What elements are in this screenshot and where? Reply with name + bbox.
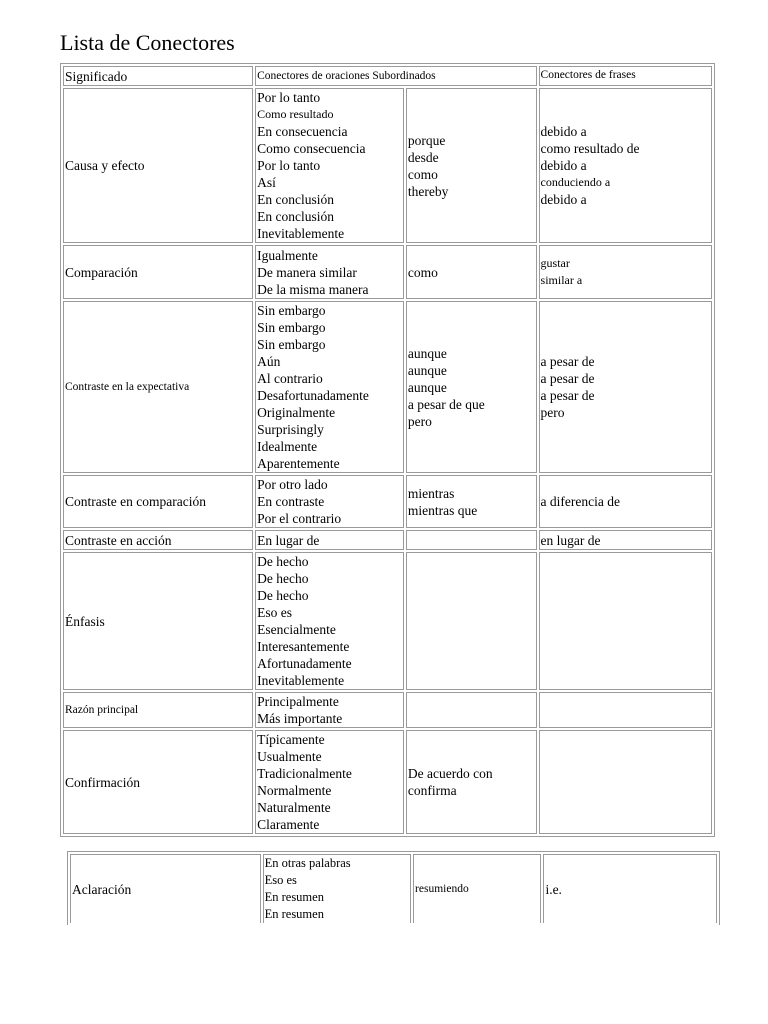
connector-item: En lugar de xyxy=(257,532,320,548)
connector-item: Típicamente xyxy=(257,732,325,747)
frases-cell xyxy=(539,692,712,728)
connector-item: Naturalmente xyxy=(257,800,331,815)
connector-item: a pesar de xyxy=(540,354,595,369)
connector-item: De hecho xyxy=(257,571,309,586)
connector-item: Aún xyxy=(257,354,281,369)
subordinados-cell xyxy=(413,854,541,923)
connector-item: desde xyxy=(407,149,439,165)
meaning-cell: Razón principal xyxy=(63,692,253,728)
connector-item: De manera similar xyxy=(257,264,357,280)
connector-item: a diferencia de xyxy=(540,494,620,509)
connector-item: Afortunadamente xyxy=(257,656,352,671)
header-significado: Significado xyxy=(63,66,253,86)
frases-cell xyxy=(539,475,712,528)
connector-item: Claramente xyxy=(257,817,320,832)
frases-cell xyxy=(539,245,712,299)
connector-item: pero xyxy=(540,405,565,420)
connector-item: Al contrario xyxy=(257,371,323,386)
connector-item: mientras xyxy=(407,485,455,501)
subordinados-cell xyxy=(406,530,537,550)
header-frases: Conectores de frases xyxy=(539,66,712,86)
connector-item: Tradicionalmente xyxy=(257,766,352,781)
oraciones-cell xyxy=(255,88,404,243)
table-row xyxy=(63,692,712,728)
connector-item: Inevitablemente xyxy=(257,673,345,688)
subordinados-cell xyxy=(406,692,537,728)
aclaracion-table xyxy=(67,851,720,925)
connector-item: porque xyxy=(407,132,446,148)
connector-item: Surprisingly xyxy=(257,422,324,437)
connector-item: Por otro lado xyxy=(257,477,328,492)
connector-item: en lugar de xyxy=(540,532,601,548)
meaning-cell: Énfasis xyxy=(63,552,253,690)
table-row xyxy=(63,301,712,473)
connector-item: Sin embargo xyxy=(257,337,326,352)
connector-item: Esencialmente xyxy=(257,622,336,637)
connector-item: Por lo tanto xyxy=(257,158,321,173)
connector-item: confirma xyxy=(407,783,457,798)
connector-item: Igualmente xyxy=(257,247,318,263)
connector-item: debido a xyxy=(540,124,587,139)
connector-item: De acuerdo con xyxy=(407,766,493,781)
header-oraciones-label: Conectores de oraciones Subordinados xyxy=(257,69,436,82)
connector-item: Inevitablemente xyxy=(257,226,345,241)
table-row xyxy=(63,475,712,528)
connector-item: Idealmente xyxy=(257,439,318,454)
connector-item: aunque xyxy=(407,345,447,361)
table-row xyxy=(63,730,712,834)
frases-cell xyxy=(539,730,712,834)
connector-item: Por lo tanto xyxy=(257,90,321,105)
page-title: Lista de Conectores xyxy=(60,30,235,55)
meaning-cell: Causa y efecto xyxy=(63,88,253,243)
connector-item: Principalmente xyxy=(257,694,339,709)
subordinados-cell xyxy=(406,730,537,834)
meaning-cell: Contraste en la expectativa xyxy=(63,301,253,473)
connector-item: Interesantemente xyxy=(257,639,350,654)
oraciones-cell xyxy=(255,730,404,834)
subordinados-cell xyxy=(406,552,537,690)
table-row xyxy=(63,552,712,690)
connector-item: En conclusión xyxy=(257,192,334,207)
frases-cell xyxy=(539,301,712,473)
connector-item: conduciendo a xyxy=(540,175,611,189)
connector-item: Eso es xyxy=(264,873,297,887)
connector-item: Más importante xyxy=(257,711,343,726)
table-row xyxy=(70,854,717,923)
connector-item: mientras que xyxy=(407,502,478,518)
connector-item: como xyxy=(407,166,438,182)
header-oraciones xyxy=(255,66,536,86)
connector-item: Normalmente xyxy=(257,783,332,798)
frases-cell xyxy=(539,88,712,243)
connector-item: En conclusión xyxy=(257,209,334,224)
connector-item: De hecho xyxy=(257,588,309,603)
connector-item: De la misma manera xyxy=(257,281,369,297)
meaning-cell: Comparación xyxy=(63,245,253,299)
connector-item: En resumen xyxy=(264,890,324,904)
connector-item: En consecuencia xyxy=(257,124,348,139)
connector-item: gustar xyxy=(540,256,570,270)
meaning-cell: Aclaración xyxy=(70,854,261,923)
connector-item: i.e. xyxy=(545,881,562,897)
connector-item: a pesar de xyxy=(540,371,595,386)
connectors-table xyxy=(60,63,715,837)
subordinados-cell xyxy=(406,475,537,528)
connector-item: debido a xyxy=(540,158,587,173)
connector-item: Aparentemente xyxy=(257,456,340,471)
subordinados-cell xyxy=(406,245,537,299)
connector-item: Sin embargo xyxy=(257,320,326,335)
connector-item: Sin embargo xyxy=(257,303,326,318)
connector-item: como resultado de xyxy=(540,141,640,156)
connector-item: Desafortunadamente xyxy=(257,388,369,403)
table-row xyxy=(63,245,712,299)
connector-item: En resumen xyxy=(264,907,324,921)
connector-item: similar a xyxy=(540,273,583,287)
connector-item: resumiendo xyxy=(415,882,469,895)
connector-item: aunque xyxy=(407,379,447,395)
connector-item: thereby xyxy=(407,183,449,199)
frases-cell xyxy=(539,552,712,690)
connector-item: debido a xyxy=(540,192,587,207)
connector-item: a pesar de xyxy=(540,388,595,403)
oraciones-cell xyxy=(263,854,411,923)
meaning-cell: Confirmación xyxy=(63,730,253,834)
table-row xyxy=(63,530,712,550)
connector-item: En contraste xyxy=(257,494,325,509)
connector-item: aunque xyxy=(407,362,447,378)
oraciones-cell xyxy=(255,245,404,299)
connector-item: Por el contrario xyxy=(257,511,342,526)
table-row xyxy=(63,88,712,243)
oraciones-cell xyxy=(255,301,404,473)
connector-item: Eso es xyxy=(257,605,292,620)
connector-item: En otras palabras xyxy=(264,856,351,870)
oraciones-cell xyxy=(255,692,404,728)
connector-item: Originalmente xyxy=(257,405,336,420)
oraciones-cell xyxy=(255,475,404,528)
connector-item: pero xyxy=(407,413,432,429)
frases-cell xyxy=(539,530,712,550)
subordinados-cell xyxy=(406,88,537,243)
connector-item: Como consecuencia xyxy=(257,141,366,156)
subordinados-cell xyxy=(406,301,537,473)
oraciones-cell xyxy=(255,530,404,550)
meaning-cell: Contraste en acción xyxy=(63,530,253,550)
oraciones-cell xyxy=(255,552,404,690)
connector-item: como xyxy=(407,264,438,280)
frases-cell xyxy=(543,854,717,923)
table-header-row xyxy=(63,66,712,86)
connector-item: Usualmente xyxy=(257,749,322,764)
meaning-cell: Contraste en comparación xyxy=(63,475,253,528)
connector-item: De hecho xyxy=(257,554,309,569)
connector-item: a pesar de que xyxy=(407,396,485,412)
connector-item: Así xyxy=(257,175,276,190)
connector-item: Como resultado xyxy=(257,107,334,121)
